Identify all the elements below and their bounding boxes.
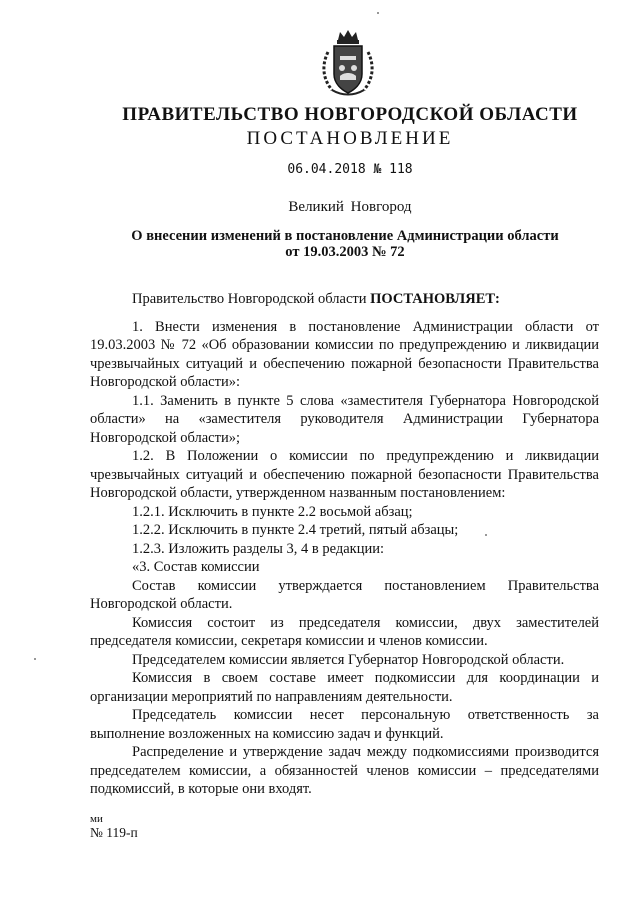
body-paragraph: Председателем комиссии является Губернатор Новгородской области. <box>132 651 565 668</box>
body-paragraph: «3. Состав комиссии <box>132 559 260 575</box>
body-paragraph: Комиссия состоит из председателя комиссии, двух заместителей председателя комиссии, секретаря комиссии и членов комиссии. <box>90 614 599 649</box>
document-body <box>90 290 599 799</box>
subject-line-2: от 19.03.2003 № 72 <box>285 244 405 260</box>
body-paragraph: Комиссия в своем составе имеет подкомиссии для координации и организации мероприятий по направлениям деятельности. <box>90 670 599 705</box>
footer-number: № 119-п <box>90 825 138 840</box>
body-paragraph: 1.2.3. Изложить разделы 3, 4 в редакции: <box>132 540 385 557</box>
lead-bold-text: ПОСТАНОВЛЯЕТ: <box>370 291 500 307</box>
city: Великий Новгород <box>288 199 412 215</box>
body-paragraph: 1.2.1. Исключить в пункте 2.2 восьмой абзац; <box>132 503 413 520</box>
body-paragraph: Председатель комиссии несет персональную ответственность за выполнение возложенных на комиссию задач и функций. <box>90 707 599 742</box>
scan-speck <box>34 658 36 660</box>
coat-of-arms-emblem <box>318 30 378 98</box>
lead-paragraph <box>90 290 599 309</box>
body-paragraph: Распределение и утверждение задач между подкомиссиями производится председателем комиссии, а обязанностей членов комиссии – председателями подкомиссий, в которые они входят. <box>90 744 599 797</box>
date-number: 06.04.2018 № 118 <box>287 162 413 177</box>
body-paragraph: 1.2.2. Исключить в пункте 2.4 третий, пятый абзацы; <box>132 522 459 538</box>
decree-subject <box>110 228 580 260</box>
body-paragraph: 1.1. Заменить в пункте 5 слова «заместителя Губернатора Новгородской области» на «заместителя руководителя Администрации Губернатора Новгородской области»; <box>90 392 599 446</box>
footer-code: ми <box>90 813 103 825</box>
government-title: ПРАВИТЕЛЬСТВО НОВГОРОДСКОЙ ОБЛАСТИ <box>122 104 578 125</box>
scan-speck <box>377 12 379 14</box>
document-type: ПОСТАНОВЛЕНИЕ <box>246 128 454 149</box>
document-footer <box>90 812 138 840</box>
body-paragraph: 1. Внести изменения в постановление Администрации области от 19.03.2003 № 72 «Об образовании комиссии по предупреждению и ликвидации чрезвычайных ситуаций и обеспечению пожарной безопасности Правительства Новгородской области»: <box>90 318 599 390</box>
scan-speck <box>485 534 487 536</box>
body-paragraph: Состав комиссии утверждается постановлением Правительства Новгородской области. <box>90 577 599 612</box>
subject-line-1: О внесении изменений в постановление Администрации области <box>131 228 559 244</box>
body-paragraph: 1.2. В Положении о комиссии по предупреждению и ликвидации чрезвычайных ситуаций и обеспечению пожарной безопасности Правительства Новгородской области, утвержденном названным постановлением: <box>90 448 599 501</box>
lead-text: Правительство Новгородской области <box>132 291 371 307</box>
